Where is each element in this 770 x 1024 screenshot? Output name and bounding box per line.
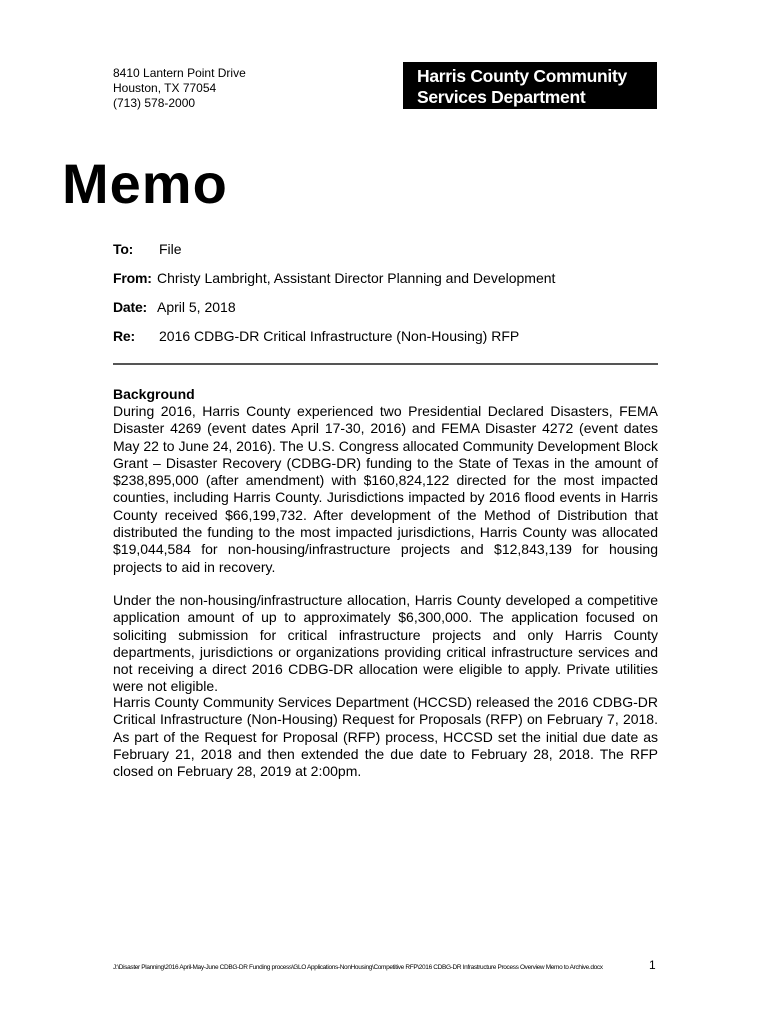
- address-phone: (713) 578-2000: [113, 96, 196, 110]
- body-paragraph-2: Under the non-housing/infrastructure allocation, Harris County developed a competitive application amount of up to approximately $6,300,000. The application focused on soliciting submission for critical infrastructure projects and only Harris County departments, jurisdictions or organizations providing critical infrastructure services and not receiving a direct 2016 CDBG-DR allocation were eligible to apply. Private utilities were not eligible.: [113, 592, 658, 695]
- memo-re-label: Re:: [113, 328, 135, 344]
- memo-date-row: [113, 298, 236, 316]
- address-city: Houston, TX 77054: [113, 81, 217, 95]
- section-heading-background: Background: [113, 386, 195, 402]
- body-paragraph-1: During 2016, Harris County experienced two Presidential Declared Disasters, FEMA Disaster 4269 (event dates April 17-30, 2016) and FEMA Disaster 4272 (event dates May 22 to June 24, 2016). The U.S. Congress allocated Community Development Block Grant – Disaster Recovery (CDBG-DR) funding to the State of Texas in the amount of $238,895,000 (after amendment) with $160,824,122 directed for the most impacted counties, including Harris County. Jurisdictions impacted by 2016 flood events in Harris County received $66,199,732. After development of the Method of Distribution that distributed the funding to the most impacted jurisdictions, Harris County was allocated $19,044,584 for non-housing/infrastructure projects and $12,843,139 for housing projects to aid in recovery.: [113, 403, 658, 575]
- memo-from-row: [113, 269, 555, 287]
- page-title: Memo: [62, 152, 228, 215]
- header-divider: [113, 363, 658, 365]
- sender-address: [113, 66, 246, 111]
- memo-date-label: Date:: [113, 299, 148, 315]
- memo-re-value: 2016 CDBG-DR Critical Infrastructure (Non-Housing) RFP: [159, 328, 520, 344]
- page-number: 1: [649, 958, 656, 972]
- memo-re-row: [113, 327, 519, 345]
- organization-banner: [403, 62, 657, 109]
- footer-file-path: J:\Disaster Planning\2016 April-May-June CDBG-DR Funding process\GLO Applications-NonHousing\Competitive RFP\2016 CDBG-DR Infrastructure Process Overview Memo to Archive.docx: [113, 964, 603, 971]
- memo-to-row: [113, 240, 182, 258]
- memo-date-value: April 5, 2018: [157, 299, 236, 315]
- memo-to-value: File: [159, 241, 182, 257]
- memo-from-value: Christy Lambright, Assistant Director Planning and Development: [157, 270, 556, 286]
- memo-to-label: To:: [113, 241, 134, 257]
- organization-name-line2: Services Department: [417, 87, 586, 107]
- address-street: 8410 Lantern Point Drive: [113, 66, 246, 80]
- organization-name-line1: Harris County Community: [417, 66, 627, 86]
- memo-from-label: From:: [113, 270, 152, 286]
- body-paragraph-3: Harris County Community Services Department (HCCSD) released the 2016 CDBG-DR Critical Infrastructure (Non-Housing) Request for Proposals (RFP) on February 7, 2018. As part of the Request for Proposal (RFP) process, HCCSD set the initial due date as February 21, 2018 and then extended the due date to February 28, 2018. The RFP closed on February 28, 2019 at 2:00pm.: [113, 694, 658, 780]
